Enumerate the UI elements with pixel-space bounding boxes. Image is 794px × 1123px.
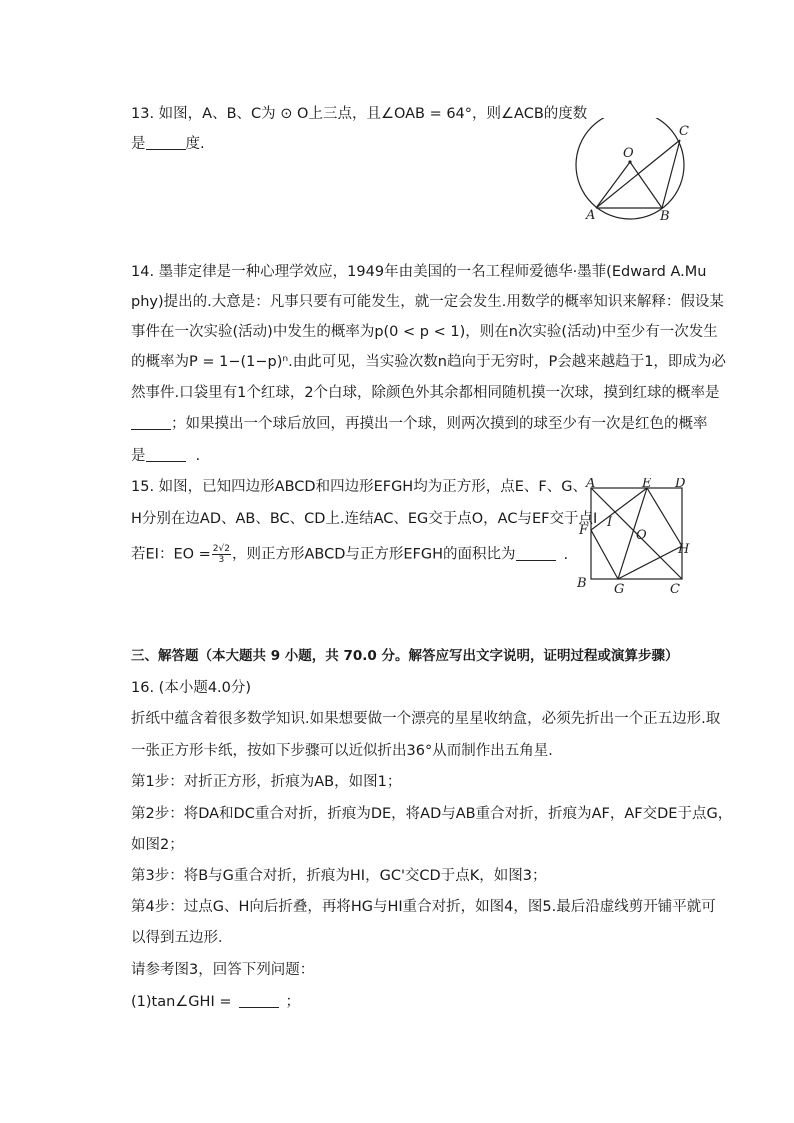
answer-blank[interactable] (131, 415, 171, 430)
label-e: E (642, 478, 652, 491)
q15-line3-post: ，则正方形ABCD与正方形EFGH的面积比为 (231, 546, 516, 563)
q16-sub1-pre: (1)tan∠GHI = (131, 994, 232, 1010)
q16-step-4b: 以得到五边形． (131, 930, 233, 946)
q15-line3 (131, 544, 568, 565)
q16-step-1: 第1步：对折正方形，折痕为AB，如图1； (131, 774, 402, 790)
q13-circle-figure (566, 118, 706, 230)
label-a: A (586, 208, 596, 223)
fraction-numerator: 2√2 (212, 544, 230, 554)
q15-line3-pre: 若EI：EO = (131, 546, 211, 563)
q15-line1: 15. 如图，已知四边形ABCD和四边形EFGH均为正方形，点E、F、G、 (131, 479, 587, 495)
answer-blank[interactable] (146, 447, 186, 462)
q14-line7 (131, 446, 200, 466)
ratio-fraction (212, 544, 231, 565)
q14-line7-pre: 是 (131, 448, 146, 464)
q14-line6-post: ；如果摸出一个球后放回，再摸出一个球，则两次摸到的球至少有一次是红色的概率 (171, 416, 708, 432)
q16-paragraph-2: 一张正方形卡纸，按如下步骤可以近似折出36°从而制作出五角星． (131, 743, 563, 759)
label-o: O (623, 146, 634, 161)
q16-step-4a: 第4步：过点G、H向后折叠，再将HG与HI重合对折，如图4，图5.最后沿虚线剪开铺平就可 (131, 899, 716, 915)
q14-line7-post: . (195, 448, 201, 464)
q16-step-3: 第3步：将B与G重合对折，折痕为HI，GC'交CD于点K，如图3； (131, 868, 547, 884)
q13-line2-post: 度. (185, 136, 205, 152)
q13-line2-pre: 是 (131, 136, 146, 152)
q13-line1: 13. 如图，A、B、C为 ⊙ O上三点，且∠OAB = 64°，则∠ACB的度数 (131, 106, 588, 122)
q14-line2: phy)提出的.大意是：凡事只要有可能发生，就一定会发生.用数学的概率知识来解释：假设某 (131, 294, 724, 310)
label-c: C (679, 124, 689, 139)
label-h: H (678, 542, 690, 557)
segment-bc (662, 140, 680, 208)
label-i: I (607, 515, 613, 530)
circle-o (576, 118, 684, 219)
label-o: O (636, 528, 647, 543)
q16-sub-1 (131, 992, 300, 1012)
q14-line4: 的概率为P = 1−(1−p)ⁿ.由此可见，当实验次数n趋向于无穷时，P会越来越趋于1，即成为必 (131, 354, 726, 370)
section-heading: 三、解答题（本大题共 9 小题，共 70.0 分。解答应写出文字说明，证明过程或演算步骤） (131, 648, 679, 664)
answer-blank[interactable] (239, 993, 279, 1008)
answer-blank[interactable] (516, 546, 556, 561)
q15-square-figure (572, 478, 694, 598)
label-g: G (614, 582, 625, 597)
q14-line3: 事件在一次实验(活动)中发生的概率为p(0 < p < 1)，则在n次实验(活动)中至少有一次发生 (131, 324, 718, 340)
label-b: B (577, 576, 587, 591)
q16-sub1-post: ； (285, 994, 300, 1010)
q16-step-2b: 如图2； (131, 837, 184, 853)
label-c: C (670, 582, 680, 597)
q16-paragraph-1: 折纸中蕴含着很多数学知识.如果想要做一个漂亮的星星收纳盒，必须先折出一个正五边形.取 (131, 711, 721, 727)
q16-step-2a: 第2步：将DA和DC重合对折，折痕为DE，将AD与AB重合对折，折痕为AF，AF交DE于点G， (131, 806, 733, 822)
segment-ob (630, 162, 662, 208)
segment-ac (596, 140, 680, 208)
label-a: A (586, 478, 596, 491)
q16-title: 16. (本小题4.0分) (131, 680, 252, 696)
fraction-denominator: 3 (218, 555, 225, 565)
q15-line2: H分别在边AD、AB、BC、CD上.连结AC、EG交于点O，AC与EF交于点I (131, 511, 598, 527)
q13-line2 (131, 134, 205, 154)
answer-blank[interactable] (146, 135, 186, 150)
label-d: D (675, 478, 686, 491)
q15-line3-end: . (563, 546, 569, 563)
q14-line1: 14. 墨菲定律是一种心理学效应，1949年由美国的一名工程师爱德华·墨菲(Edward A.Mu (131, 264, 707, 280)
label-b: B (660, 209, 670, 224)
q14-line6 (131, 414, 708, 434)
q16-ask: 请参考图3，回答下列问题： (131, 962, 315, 978)
q14-line5: 然事件.口袋里有1个红球，2个白球，除颜色外其余都相同随机摸一次球，摸到红球的概率是 (131, 385, 720, 401)
label-f: F (579, 523, 589, 538)
